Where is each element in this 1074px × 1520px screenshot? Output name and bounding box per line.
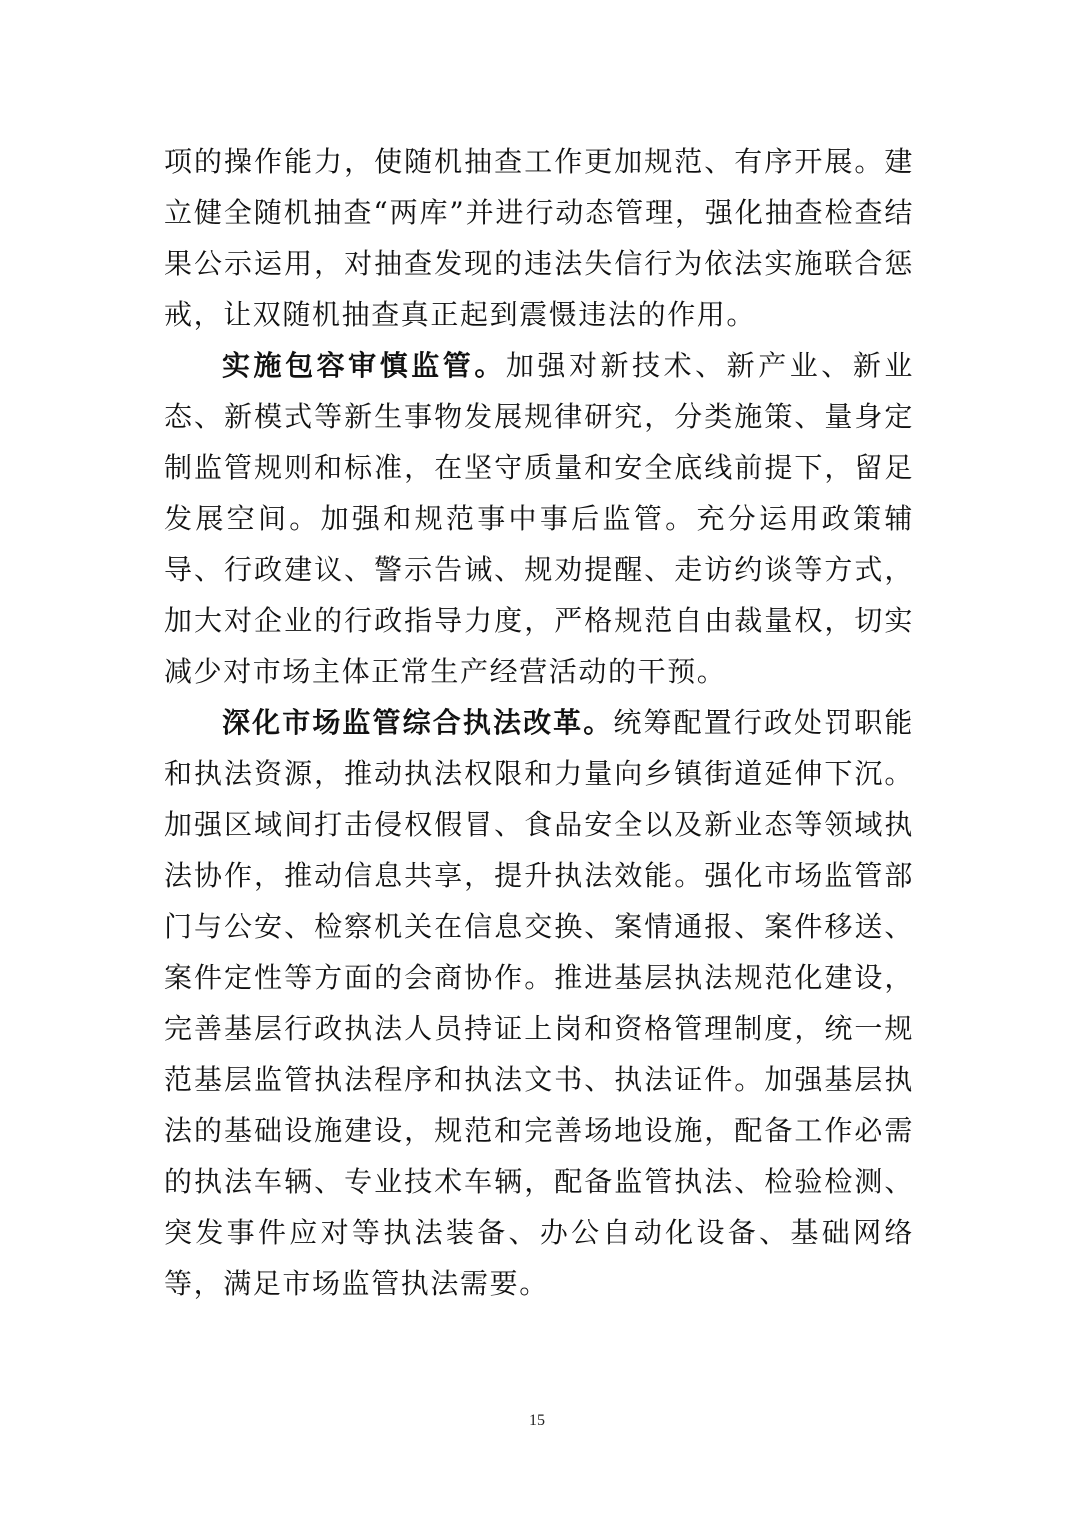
- paragraph-heading: 深化市场监管综合执法改革。: [222, 706, 614, 739]
- paragraph-enforcement-reform: [164, 697, 914, 1309]
- paragraph-text: 统筹配置行政处罚职能和执法资源，推动执法权限和力量向乡镇街道延伸下沉。加强区域间打击侵权假冒、食品安全以及新业态等领域执法协作，推动信息共享，提升执法效能。强化市场监管部门与公安、检察机关在信息交换、案情通报、案件移送、案件定性等方面的会商协作。推进基层执法规范化建设，完善基层行政执法人员持证上岗和资格管理制度，统一规范基层监管执法程序和执法文书、执法证件。加强基层执法的基础设施建设，规范和完善场地设施，配备工作必需的执法车辆、专业技术车辆，配备监管执法、检验检测、突发事件应对等执法装备、办公自动化设备、基础网络等，满足市场监管执法需要。: [164, 706, 914, 1300]
- page-number: 15: [529, 1412, 545, 1429]
- paragraph-inclusive-prudent-supervision: [164, 340, 914, 697]
- paragraph-text: 加强对新技术、新产业、新业态、新模式等新生事物发展规律研究，分类施策、量身定制监管规则和标准，在坚守质量和安全底线前提下，留足发展空间。加强和规范事中事后监管。充分运用政策辅导、行政建议、警示告诫、规劝提醒、走访约谈等方式，加大对企业的行政指导力度，严格规范自由裁量权，切实减少对市场主体正常生产经营活动的干预。: [164, 349, 914, 688]
- paragraph-text: 项的操作能力，使随机抽查工作更加规范、有序开展。建立健全随机抽查“两库”并进行动态管理，强化抽查检查结果公示运用，对抽查发现的违法失信行为依法实施联合惩戒，让双随机抽查真正起到震慑违法的作用。: [164, 145, 914, 331]
- paragraph-heading: 实施包容审慎监管。: [222, 349, 506, 382]
- body-text: [164, 136, 914, 1309]
- paragraph-random-inspection-continuation: [164, 136, 914, 340]
